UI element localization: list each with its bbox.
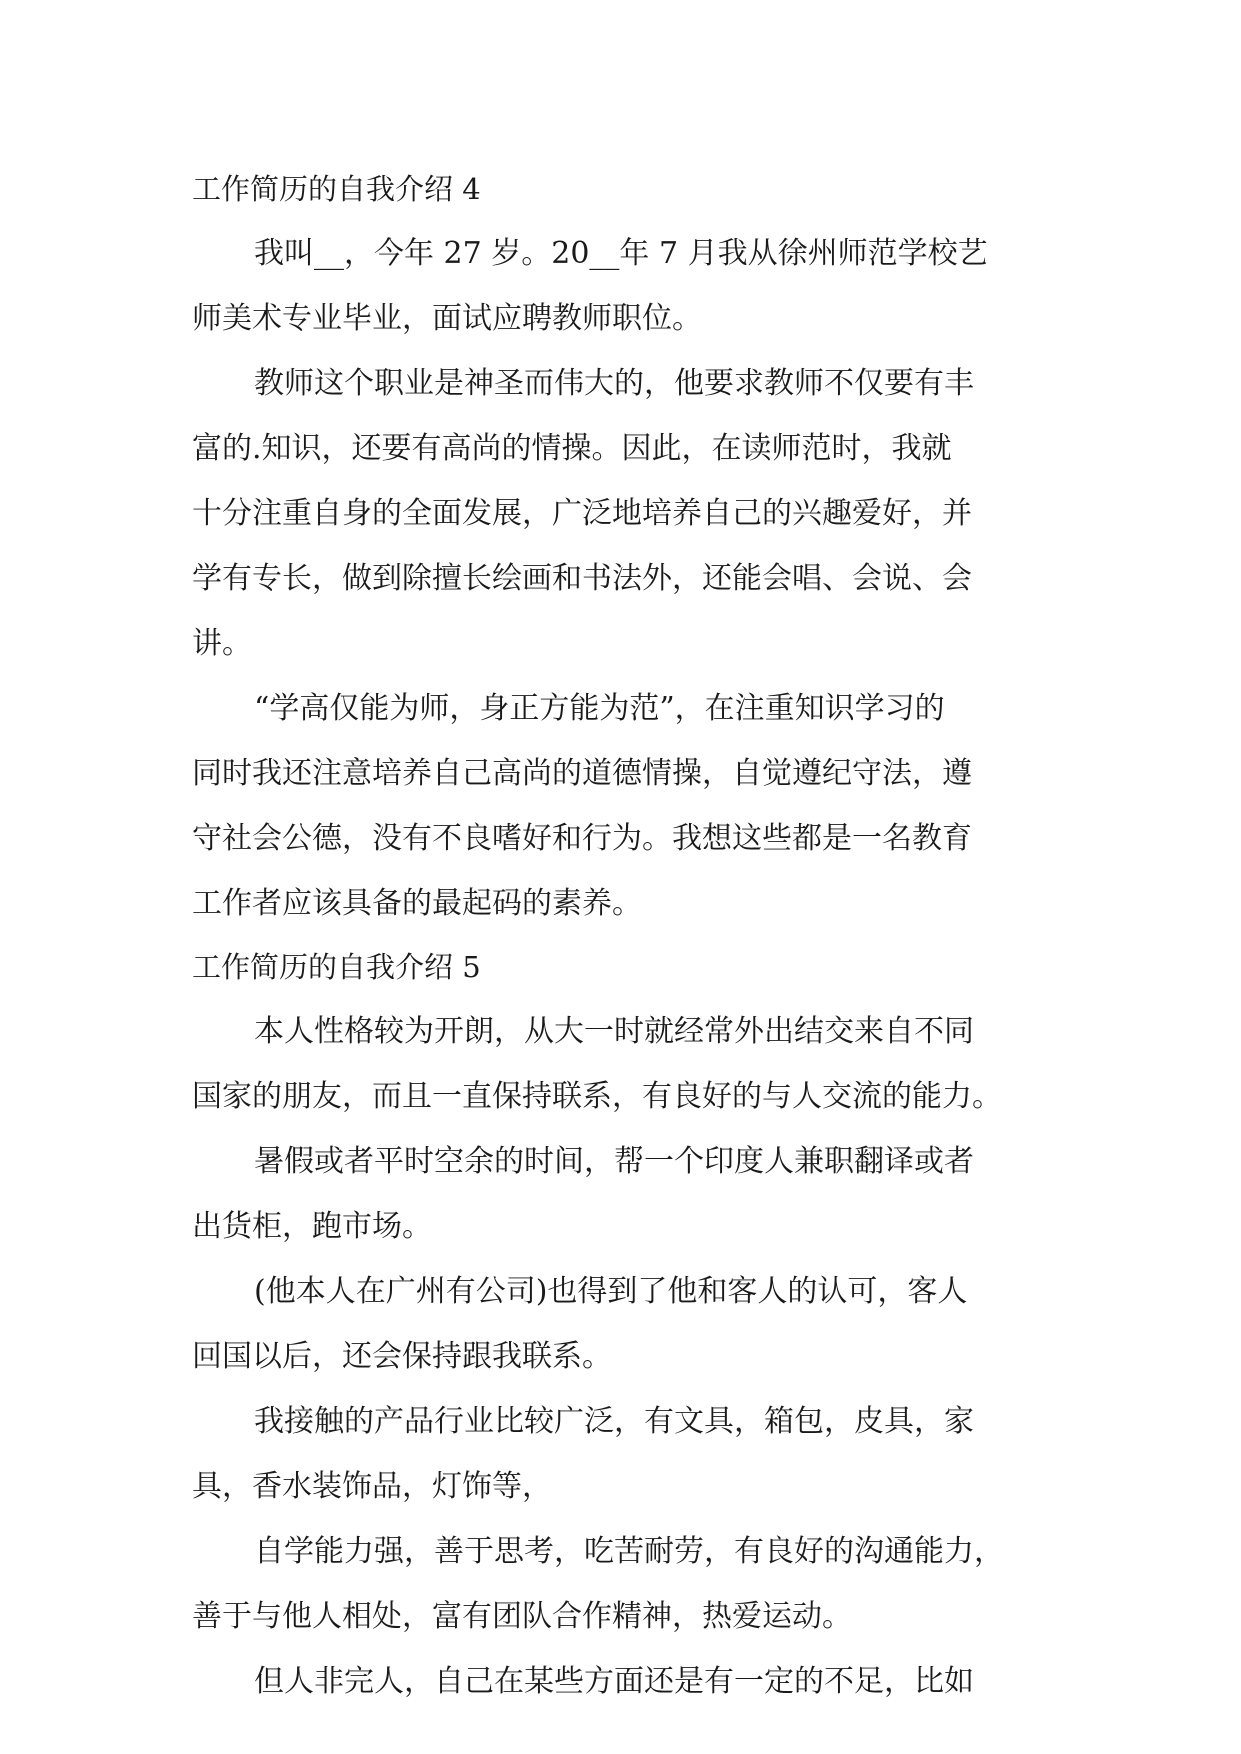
paragraph-line: 学有专长，做到除擅长绘画和书法外，还能会唱、会说、会 [192, 561, 972, 596]
paragraph-line: 讲。 [192, 626, 252, 661]
paragraph-line: 师美术专业毕业，面试应聘教师职位。 [192, 301, 702, 336]
paragraph-line: 我叫__，今年 27 岁。20__年 7 月我从徐州师范学校艺 [254, 236, 988, 271]
paragraph-line: 本人性格较为开朗，从大一时就经常外出结交来自不同 [254, 1014, 974, 1049]
paragraph-line: 教师这个职业是神圣而伟大的，他要求教师不仅要有丰 [254, 366, 974, 401]
paragraph-line: 工作者应该具备的最起码的素养。 [192, 886, 642, 921]
paragraph-line: 自学能力强，善于思考，吃苦耐劳，有良好的沟通能力， [254, 1534, 1004, 1569]
section-heading-5: 工作简历的自我介绍 5 [192, 950, 481, 984]
paragraph-line: 守社会公德，没有不良嗜好和行为。我想这些都是一名教育 [192, 821, 972, 856]
paragraph-line: 同时我还注意培养自己高尚的道德情操，自觉遵纪守法，遵 [192, 756, 972, 791]
paragraph-line: 富的.知识，还要有高尚的情操。因此，在读师范时，我就 [192, 431, 952, 466]
paragraph-line: 但人非完人，自己在某些方面还是有一定的不足，比如 [254, 1664, 974, 1699]
paragraph-line: 具，香水装饰品，灯饰等， [192, 1469, 552, 1504]
paragraph-line: 暑假或者平时空余的时间，帮一个印度人兼职翻译或者 [254, 1144, 974, 1179]
document-body [192, 158, 1054, 1714]
paragraph-line: 国家的朋友，而且一直保持联系，有良好的与人交流的能力。 [192, 1079, 1002, 1114]
paragraph-line: 回国以后，还会保持跟我联系。 [192, 1339, 612, 1374]
section-heading-4: 工作简历的自我介绍 4 [192, 172, 481, 206]
paragraph-line: (他本人在广州有公司)也得到了他和客人的认可，客人 [254, 1274, 968, 1309]
paragraph-line: “学高仅能为师，身正方能为范”，在注重知识学习的 [254, 691, 945, 726]
paragraph-line: 出货柜，跑市场。 [192, 1209, 432, 1244]
paragraph-line: 善于与他人相处，富有团队合作精神，热爱运动。 [192, 1599, 852, 1634]
paragraph-line: 十分注重自身的全面发展，广泛地培养自己的兴趣爱好，并 [192, 496, 972, 531]
paragraph-line: 我接触的产品行业比较广泛，有文具，箱包，皮具，家 [254, 1404, 974, 1439]
